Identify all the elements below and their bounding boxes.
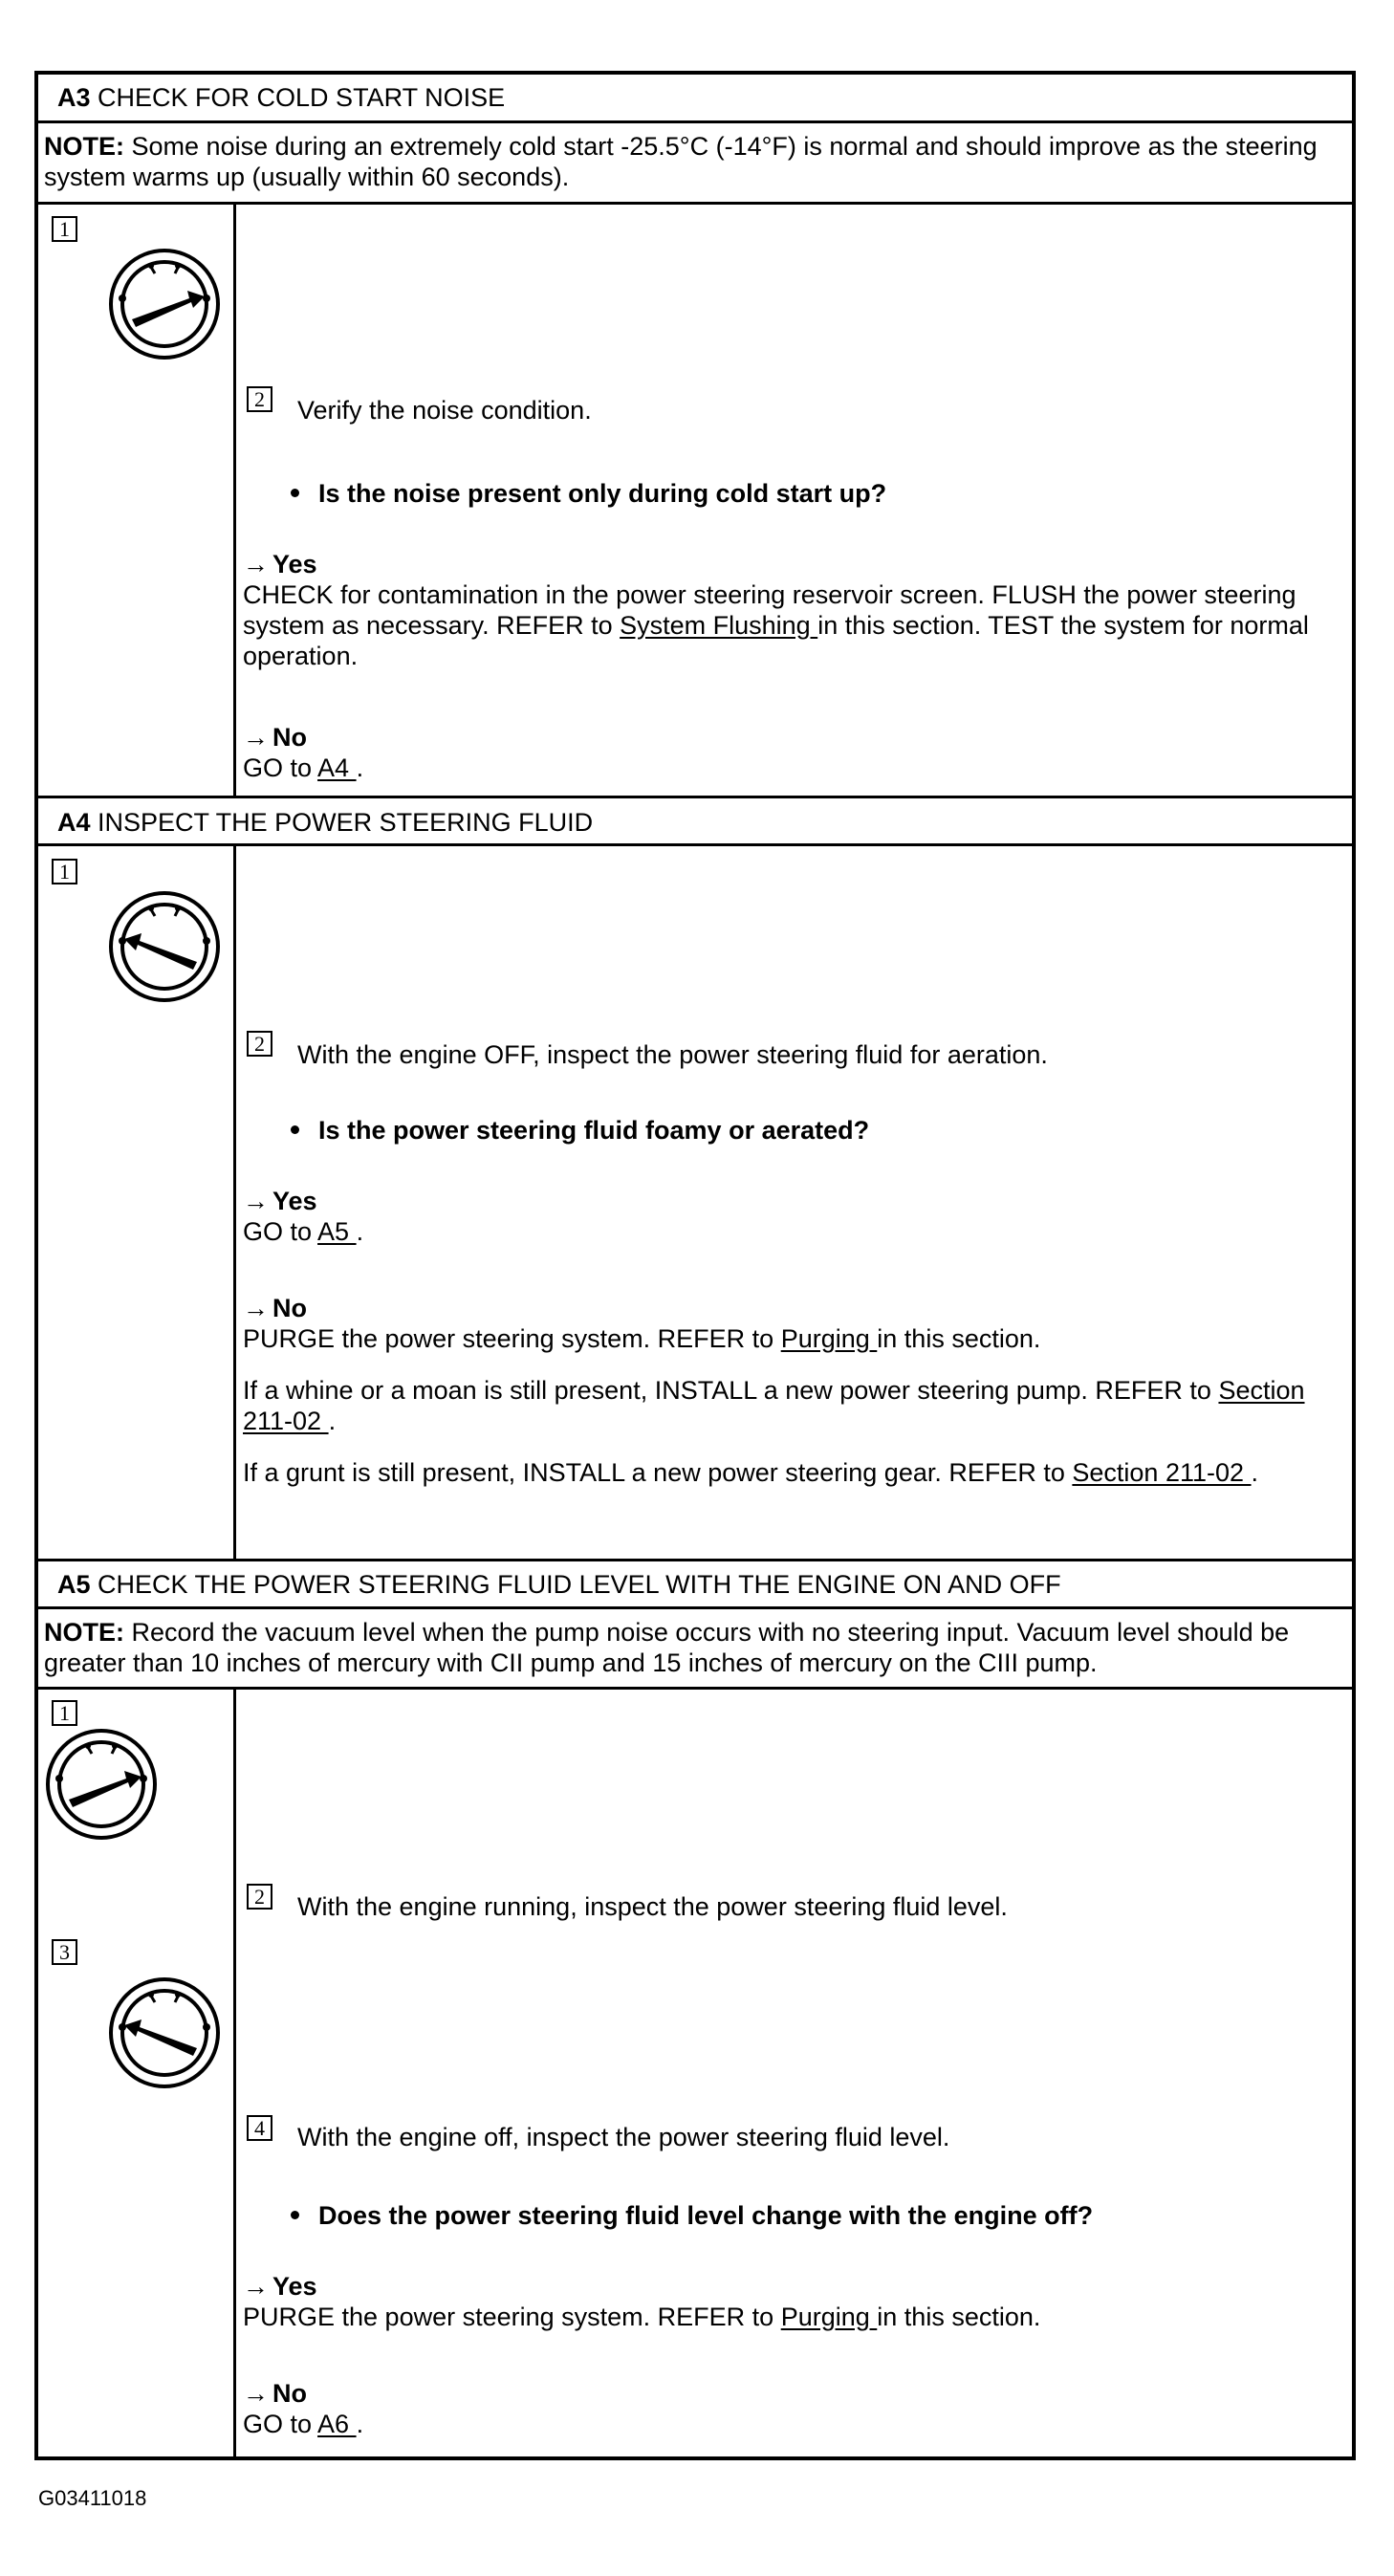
question-a4 — [291, 1115, 869, 1146]
question-text: Does the power steering fluid level change with the engine off? — [318, 2201, 1094, 2230]
divider — [34, 120, 1356, 123]
no-text-gear — [243, 1457, 1342, 1488]
yes-branch-a5 — [243, 2271, 1040, 2332]
yes-branch-a4 — [243, 1186, 363, 1247]
step-text: With the engine OFF, inspect the power steering fluid for aeration. — [297, 1040, 1048, 1069]
note-label: NOTE: — [44, 132, 124, 161]
note-text: Record the vacuum level when the pump noise occurs with no steering input. Vacuum level should be greater than 10 inches of mercury with CII pump and 15 inches of mercury on the CIII pump. — [44, 1618, 1290, 1677]
text-segment: PURGE the power steering system. REFER to — [243, 1324, 781, 1353]
step-number-box: 1 — [52, 216, 77, 242]
arrow-right-icon: → — [243, 723, 269, 752]
link-system-flushing[interactable]: System Flushing — [620, 611, 818, 640]
step-number-box: 1 — [52, 1700, 77, 1726]
bullet-icon — [291, 489, 299, 497]
note-a3 — [44, 131, 1335, 192]
section-id: A5 — [57, 1570, 91, 1599]
text-segment: CHECK for contamination in the power steering reservoir screen. FLUSH the power steering system as necessary. REFER to — [243, 580, 1296, 640]
note-text: Some noise during an extremely cold start -25.5°C (-14°F) is normal and should improve as the steering system warms up (usually within 60 seconds). — [44, 132, 1318, 191]
no-text — [243, 2409, 363, 2439]
arrow-right-icon: → — [243, 1294, 269, 1322]
text-segment: PURGE the power steering system. REFER to — [243, 2303, 781, 2331]
no-label: No — [272, 2379, 307, 2408]
ignition-key-on-icon — [107, 247, 222, 361]
text-segment: If a whine or a moan is still present, INSTALL a new power steering pump. REFER to — [243, 1376, 1219, 1405]
divider — [34, 1559, 1356, 1561]
link-purging[interactable]: Purging — [780, 1324, 878, 1353]
no-branch-a4 — [243, 1293, 1342, 1488]
text-segment: . — [328, 1407, 337, 1435]
yes-branch-a3 — [243, 549, 1342, 671]
section-header-a3 — [57, 82, 505, 113]
column-divider — [233, 1687, 236, 2456]
note-label: NOTE: — [44, 1618, 124, 1647]
note-a5 — [44, 1617, 1348, 1678]
column-divider — [233, 843, 236, 1559]
figure-id: G03411018 — [38, 2486, 147, 2510]
section-id: A4 — [57, 808, 91, 837]
yes-label: Yes — [272, 1187, 317, 1215]
link-purging[interactable]: Purging — [780, 2303, 878, 2331]
text-segment: If a grunt is still present, INSTALL a new power steering gear. REFER to — [243, 1458, 1073, 1487]
step-text: Verify the noise condition. — [297, 396, 592, 425]
section-id: A3 — [57, 83, 91, 112]
text-segment: GO to — [243, 2410, 318, 2438]
bullet-icon — [291, 1125, 299, 1134]
link-section-211-02[interactable]: Section 211-02 — [243, 1376, 1305, 1435]
step-number-box: 4 — [247, 2115, 272, 2141]
section-title: INSPECT THE POWER STEERING FLUID — [98, 808, 594, 837]
step-number-box: 2 — [247, 386, 272, 412]
divider — [34, 796, 1356, 798]
question-text: Is the noise present only during cold start up? — [318, 479, 887, 508]
ignition-key-off-icon — [107, 889, 222, 1004]
text-segment: . — [356, 2410, 364, 2438]
section-title: CHECK FOR COLD START NOISE — [98, 83, 506, 112]
no-label: No — [272, 723, 307, 752]
arrow-right-icon: → — [243, 550, 269, 579]
no-branch-a5 — [243, 2378, 363, 2439]
step-number-box: 3 — [52, 1939, 77, 1965]
ignition-key-on-icon — [44, 1727, 159, 1842]
no-text-purge — [243, 1323, 1342, 1354]
step-text: With the engine off, inspect the power steering fluid level. — [297, 2123, 950, 2151]
column-divider — [233, 202, 236, 796]
ignition-key-off-icon — [107, 1976, 222, 2090]
link-a5[interactable]: A5 — [317, 1217, 357, 1246]
no-text — [243, 753, 363, 783]
yes-text — [243, 579, 1342, 671]
link-a4[interactable]: A4 — [317, 753, 357, 782]
yes-label: Yes — [272, 2272, 317, 2301]
question-a5 — [291, 2200, 1093, 2231]
text-segment: GO to — [243, 1217, 318, 1246]
yes-label: Yes — [272, 550, 317, 579]
question-a3 — [291, 478, 886, 509]
text-segment: in this section. TEST the system for normal operation. — [243, 611, 1309, 670]
text-segment: in this section. — [877, 2303, 1041, 2331]
text-segment: in this section. — [877, 1324, 1041, 1353]
link-section-211-02[interactable]: Section 211-02 — [1072, 1458, 1252, 1487]
step-number-box: 1 — [52, 859, 77, 884]
section-header-a4 — [57, 807, 593, 838]
bullet-icon — [291, 2211, 299, 2219]
no-label: No — [272, 1294, 307, 1322]
step-text: With the engine running, inspect the power steering fluid level. — [297, 1892, 1008, 1921]
section-header-a5 — [57, 1569, 1061, 1600]
link-a6[interactable]: A6 — [317, 2410, 357, 2438]
text-segment: . — [356, 1217, 364, 1246]
section-title: CHECK THE POWER STEERING FLUID LEVEL WITH THE ENGINE ON AND OFF — [98, 1570, 1061, 1599]
arrow-right-icon: → — [243, 1187, 269, 1215]
no-branch-a3 — [243, 722, 363, 783]
text-segment: . — [356, 753, 364, 782]
yes-text — [243, 1216, 363, 1247]
text-segment: GO to — [243, 753, 318, 782]
arrow-right-icon: → — [243, 2272, 269, 2301]
step-number-box: 2 — [247, 1031, 272, 1057]
arrow-right-icon: → — [243, 2379, 269, 2408]
text-segment: . — [1251, 1458, 1259, 1487]
question-text: Is the power steering fluid foamy or aerated? — [318, 1116, 870, 1145]
yes-text — [243, 2302, 1040, 2332]
step-number-box: 2 — [247, 1884, 272, 1910]
no-text-pump — [243, 1375, 1342, 1436]
divider — [34, 1606, 1356, 1609]
